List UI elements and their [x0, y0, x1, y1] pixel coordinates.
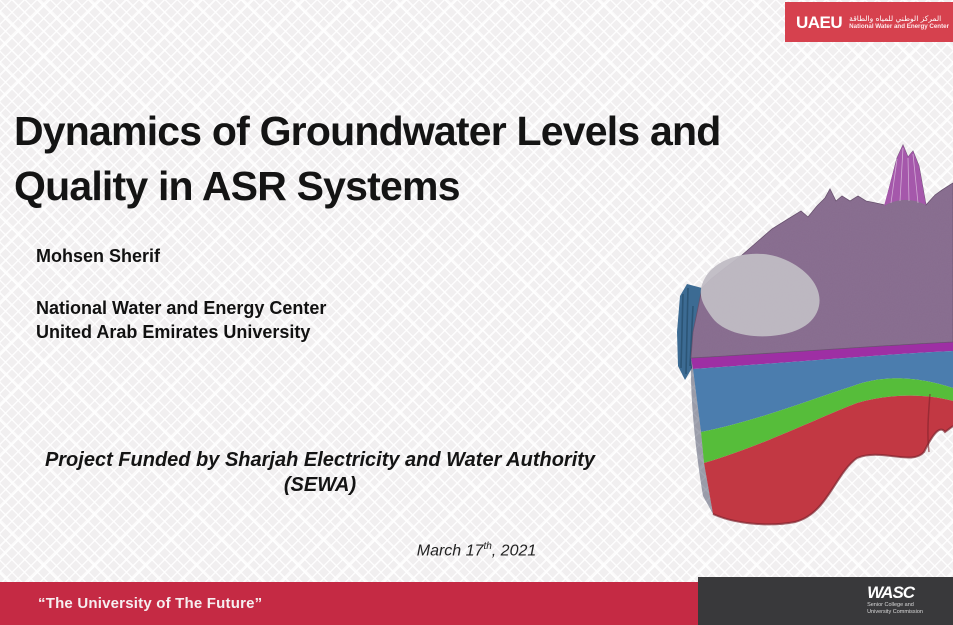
org-name-block [849, 14, 949, 31]
date-suffix: , 2021 [491, 542, 537, 560]
funding-note [30, 448, 610, 498]
uaeu-logo: UAEU [796, 12, 843, 32]
wasc-logo: WASC [867, 583, 915, 602]
date-superscript: th [483, 541, 492, 552]
footer-tagline: “The University of The Future” [38, 595, 263, 612]
footer-dark-block [698, 577, 953, 625]
groundwater-3d-model-figure [677, 136, 953, 548]
slide-title [14, 104, 784, 214]
footer-red-bar [0, 582, 698, 625]
uaeu-banner [785, 2, 953, 42]
wasc-logo-block [867, 584, 923, 615]
org-name-arabic: المركز الوطني للمياه والطاقة [849, 13, 942, 23]
funding-line2: (SEWA) [283, 474, 357, 496]
slide-title-line2: Quality in ASR Systems [14, 163, 460, 209]
author-name: Mohsen Sherif [36, 246, 161, 266]
wasc-subtitle-line2: University Commission [867, 608, 923, 615]
affiliation [36, 296, 326, 344]
author-block [36, 244, 326, 344]
funding-line1: Project Funded by Sharjah Electricity and Water Authority [44, 449, 596, 471]
affiliation-line1: National Water and Energy Center [36, 298, 327, 318]
date-prefix: March 17 [416, 542, 484, 560]
figure-spike [884, 145, 926, 206]
org-name-english: National Water and Energy Center [849, 22, 949, 30]
wasc-subtitle-line1: Senior College and [867, 602, 914, 608]
affiliation-line2: United Arab Emirates University [36, 322, 311, 342]
slide-title-line1: Dynamics of Groundwater Levels and [14, 108, 721, 154]
